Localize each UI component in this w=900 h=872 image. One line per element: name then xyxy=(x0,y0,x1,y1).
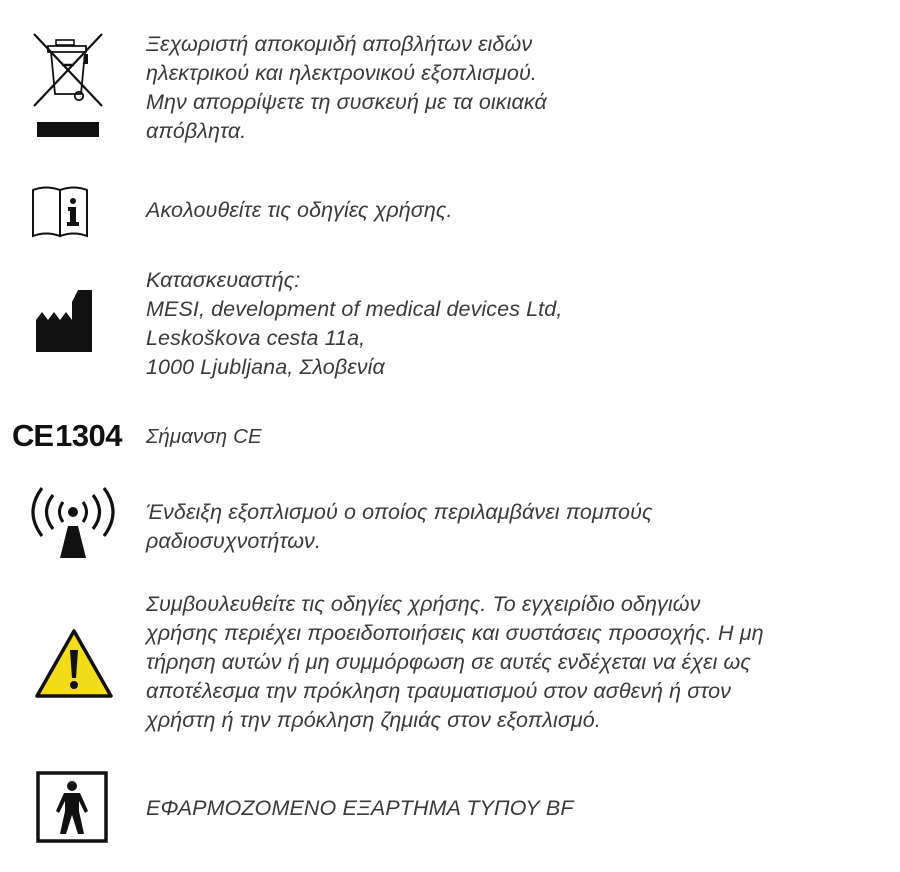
manufacturer-factory-icon xyxy=(36,290,104,352)
text-line: ηλεκτρικού και ηλεκτρονικού εξοπλισμού. xyxy=(146,61,537,85)
manufacturer-street: Leskoškova cesta 11a, xyxy=(146,326,366,350)
type-bf-applied-part-icon xyxy=(36,771,108,843)
radio-description xyxy=(146,498,653,556)
non-ionizing-radiation-icon xyxy=(28,482,118,560)
ce-marking-icon xyxy=(12,418,122,454)
ce-description xyxy=(146,422,262,451)
text-line: χρήσης περιέχει προειδοποιήσεις και συστάσεις προσοχής. Η μη xyxy=(146,621,764,645)
manufacturer-city: 1000 Ljubljana, Σλοβενία xyxy=(146,355,385,379)
text-line: απόβλητα. xyxy=(146,119,247,143)
manufacturer-description xyxy=(146,266,562,382)
weee-crossed-bin-icon xyxy=(28,30,108,140)
instructions-book-info-icon xyxy=(31,184,91,240)
text-line: Ξεχωριστή αποκομιδή αποβλήτων ειδών xyxy=(146,32,533,56)
warning-description xyxy=(146,590,764,735)
weee-description xyxy=(146,30,547,146)
warning-triangle-icon xyxy=(34,628,114,700)
text-line: τήρηση αυτών ή μη συμμόρφωση σε αυτές ενδέχεται να έχει ως xyxy=(146,650,751,674)
text-line: Μην απορρίψετε τη συσκευή με τα οικιακά xyxy=(146,90,547,114)
bf-description xyxy=(146,794,574,823)
notified-body-number: 1304 xyxy=(55,418,123,453)
instructions-description xyxy=(146,196,453,225)
text-line: ραδιοσυχνοτήτων. xyxy=(146,529,321,553)
text-line: Ένδειξη εξοπλισμού ο οποίος περιλαμβάνει πομπούς xyxy=(146,500,653,524)
text-line: χρήστη ή την πρόκληση ζημιάς στον εξοπλισμό. xyxy=(146,708,601,732)
text-line: Ακολουθείτε τις οδηγίες χρήσης. xyxy=(146,198,453,222)
text-line: Σήμανση CE xyxy=(146,425,262,448)
manufacturer-name: MESI, development of medical devices Ltd, xyxy=(146,297,563,321)
ce-mark-text: CE xyxy=(12,418,54,453)
text-line: αποτέλεσμα την πρόκληση τραυματισμού στον ασθενή ή στον xyxy=(146,679,732,703)
text-line: Συμβουλευθείτε τις οδηγίες χρήσης. Το εγχειρίδιο οδηγιών xyxy=(146,592,701,616)
text-line: ΕΦΑΡΜΟΖΟΜΕΝΟ ΕΞΑΡΤΗΜΑ ΤΥΠΟΥ BF xyxy=(146,796,574,820)
manufacturer-label: Κατασκευαστής: xyxy=(146,268,301,292)
